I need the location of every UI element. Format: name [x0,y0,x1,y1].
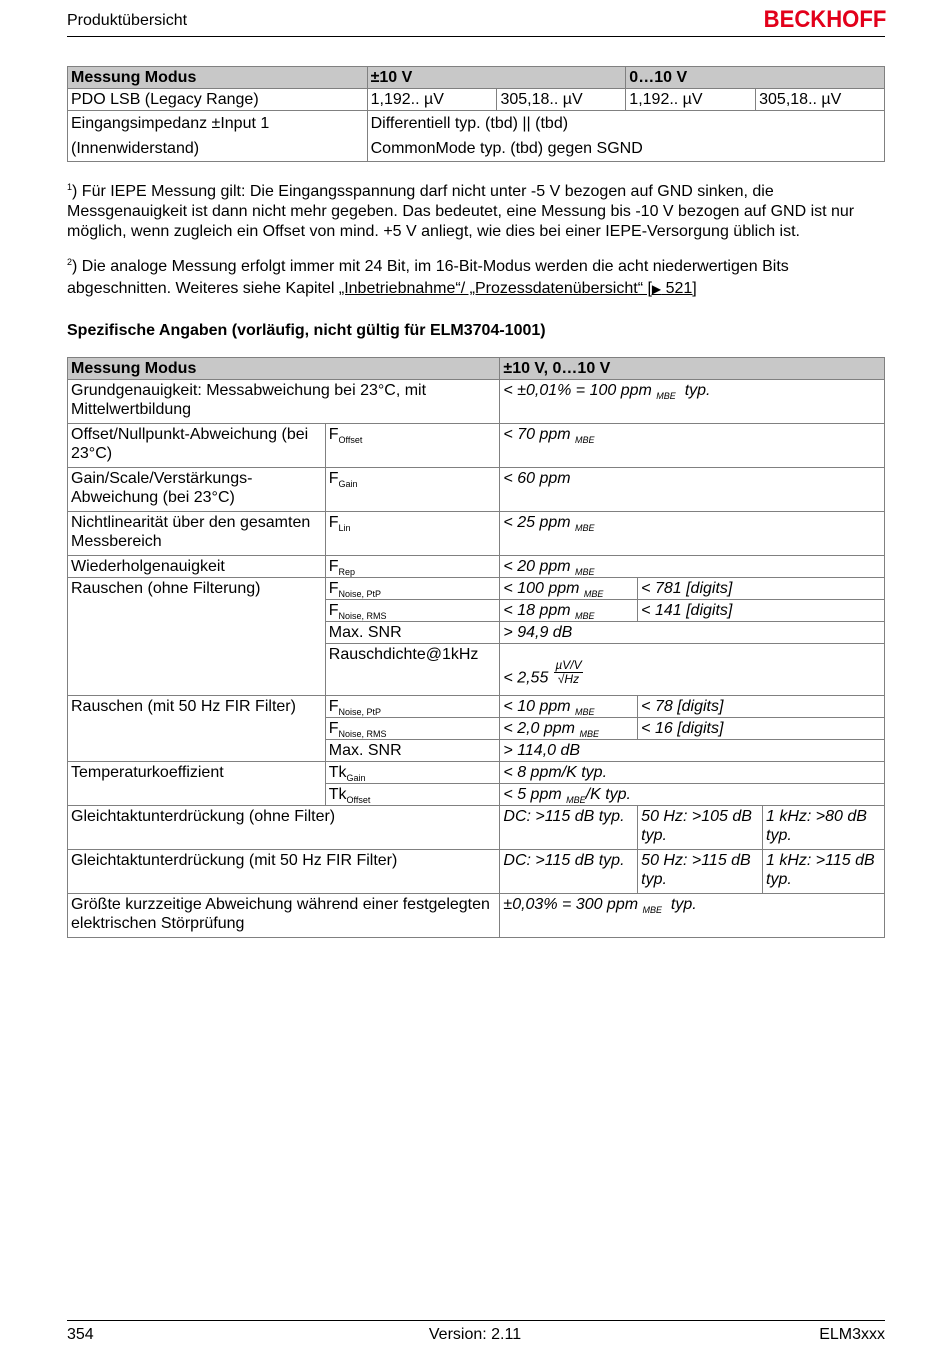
symbol-cell [325,718,500,740]
table-header-row [68,358,885,380]
table-cell: Max. SNR [325,622,500,644]
value-sub: MBE [579,729,599,739]
table-row [68,806,885,850]
table-cell: Nichtlinearität über den gesamten Messbereich [68,512,326,556]
header-cell: 0…10 V [626,67,885,89]
header-cell: ±10 V [367,67,626,89]
symbol-sub: Rep [338,567,356,577]
table-cell: CommonMode typ. (tbd) gegen SGND [367,136,884,162]
symbol-sub: Gain [346,773,366,783]
symbol-cell [325,468,500,512]
table-cell: 1 kHz: >80 dB typ. [763,806,885,850]
header-title: Produktübersicht [67,12,188,29]
document-version: Version: 2.11 [428,1326,522,1343]
value-text: < 70 ppm [503,426,571,443]
fraction-numerator: µV/V [555,658,582,672]
table-row [68,556,885,578]
symbol-cell [325,424,500,468]
symbol-cell [325,600,500,622]
value-text: < 20 ppm [503,558,571,575]
table-row [68,850,885,894]
table-cell: 305,18.. µV [756,89,885,111]
table-cell: PDO LSB (Legacy Range) [68,89,368,111]
table-cell: 1,192.. µV [626,89,756,111]
beckhoff-logo: BECKHOFF [763,6,886,33]
table-row [68,136,885,162]
value-text: < 2,0 ppm [503,720,576,737]
value-text: < 100 ppm [503,580,580,597]
value-sub: MBE [583,589,604,599]
footnote-2 [67,256,887,300]
symbol-sub: Noise, PtP [338,707,382,717]
table-cell: Offset/Nullpunkt-Abweichung (bei 23°C) [68,424,326,468]
table-cell: Gleichtaktunterdrückung (mit 50 Hz FIR Filter) [68,850,500,894]
table-row [68,424,885,468]
value-suffix: /K typ. [585,786,631,803]
table-cell: < 781 [digits] [638,578,885,600]
table-cell: Rauschen (ohne Filterung) [68,578,326,696]
table-cell: DC: >115 dB typ. [500,850,638,894]
value-text: < 18 ppm [503,602,571,619]
symbol-sub: Noise, RMS [338,611,387,621]
value-text: < 5 ppm [503,786,562,803]
footnote-mark: 1 [67,182,73,192]
symbol: F [328,558,339,575]
table-cell [500,696,638,718]
table-row [68,89,885,111]
symbol: F [328,720,339,737]
table-cell: Temperaturkoeffizient [68,762,326,806]
table-cell [500,512,885,556]
table-cell: 1 kHz: >115 dB typ. [763,850,885,894]
symbol: F [328,698,339,715]
table-cell: < 60 ppm [500,468,885,512]
symbol-cell [325,696,500,718]
table-cell: Differentiell typ. (tbd) || (tbd) [367,111,884,137]
table-cell: < 141 [digits] [638,600,885,622]
table-row [68,512,885,556]
symbol-sub: Offset [338,435,363,445]
table-cell: Max. SNR [325,740,500,762]
table-cell [500,718,638,740]
value-sub: MBE [575,567,595,577]
symbol: Tk [328,786,347,803]
table-cell: Wiederholgenauigkeit [68,556,326,578]
symbol: F [328,602,339,619]
header-cell: Messung Modus [68,358,500,380]
section-title: Spezifische Angaben (vorläufig, nicht gültig für ELM3704-1001) [67,322,546,339]
unit-fraction [554,659,582,686]
table-cell [500,644,885,696]
table-cell: < 8 ppm/K typ. [500,762,885,784]
symbol-cell [325,556,500,578]
symbol: F [328,470,339,487]
table-cell [500,578,638,600]
table-cell: Rauschdichte@1kHz [325,644,500,696]
symbol: F [328,580,339,597]
table-row [68,578,885,600]
table-cell: Gleichtaktunterdrückung (ohne Filter) [68,806,500,850]
table-cell: > 114,0 dB [500,740,885,762]
symbol-sub: Noise, RMS [338,729,387,739]
table-cell: 305,18.. µV [497,89,626,111]
chapter-link-text: „Inbetriebnahme“/ „Prozessdatenübersicht“ [ [338,280,652,297]
table-cell [500,600,638,622]
value-text: < 2,55 [503,669,549,687]
header-rule [67,36,885,37]
table-cell: Gain/Scale/Verstärkungs-Abweichung (bei 23°C) [68,468,326,512]
value-text: < ±0,01% = 100 ppm [503,382,652,399]
table-cell: < 78 [digits] [638,696,885,718]
value-text: ±0,03% = 300 ppm [503,896,639,913]
symbol: Tk [328,764,347,781]
table-cell: (Innenwiderstand) [68,136,368,162]
footnote-text: ) Die analoge Messung erfolgt immer mit 24 Bit, im 16-Bit-Modus werden die acht niederwertigen Bits abgeschnitten. Weiteres siehe Kapitel [67,258,789,297]
table-cell [500,784,885,806]
symbol: F [328,426,339,443]
symbol-cell [325,784,500,806]
fraction-denominator: √Hz [557,672,580,686]
table-cell: Rauschen (mit 50 Hz FIR Filter) [68,696,326,762]
table-row [68,468,885,512]
table-header-row [68,67,885,89]
product-name: ELM3xxx [819,1326,885,1343]
symbol: F [328,514,339,531]
table-cell: 50 Hz: >115 dB typ. [638,850,763,894]
measurement-mode-table [67,66,885,162]
value-sub: MBE [566,795,586,805]
symbol-cell [325,578,500,600]
header-cell: Messung Modus [68,67,368,89]
table-cell: DC: >115 dB typ. [500,806,638,850]
chapter-link-page: 521] [661,280,697,297]
value-sub: MBE [575,611,595,621]
value-sub: MBE [575,523,595,533]
table-cell: Größte kurzzeitige Abweichung während einer festgelegten elektrischen Störprüfung [68,894,500,938]
table-cell [500,894,885,938]
arrow-right-icon: ▶ [651,282,662,296]
table-cell [500,556,885,578]
value-sub: MBE [656,391,676,401]
table-row [68,111,885,137]
symbol-sub: Gain [338,479,358,489]
table-cell: 1,192.. µV [367,89,497,111]
header-cell: ±10 V, 0…10 V [500,358,885,380]
page-number: 354 [67,1326,94,1343]
table-cell: Grundgenauigkeit: Messabweichung bei 23°C, mit Mittelwertbildung [68,380,500,424]
symbol-sub: Lin [338,523,351,533]
table-cell: Eingangsimpedanz ±Input 1 [68,111,368,137]
value-sub: MBE [575,707,595,717]
table-row [68,696,885,718]
table-row [68,894,885,938]
table-cell [500,424,885,468]
value-text: < 10 ppm [503,698,571,715]
specific-data-table [67,357,885,938]
symbol-cell [325,762,500,784]
value-suffix: typ. [684,382,711,399]
value-text: < 25 ppm [503,514,571,531]
value-sub: MBE [575,435,595,445]
value-sub: MBE [642,905,663,915]
symbol-sub: Offset [346,795,371,805]
footer-rule [67,1320,885,1321]
value-suffix: typ. [670,896,697,913]
footnote-text: ) Für IEPE Messung gilt: Die Eingangsspannung darf nicht unter -5 V bezogen auf GND sinken, die Messgenauigkeit ist dann nicht mehr gegeben. Das bedeutet, eine Messung bis -10 V bezogen auf GND ist nur möglich, wenn zugleich ein Offset von mind. +5 V anliegt, wie dies bei einer IEPE-Versorgung üblich ist. [67,183,855,240]
table-row [68,762,885,784]
symbol-cell [325,512,500,556]
footnote-mark: 2 [67,257,73,267]
symbol-sub: Noise, PtP [338,589,382,599]
table-row [68,380,885,424]
table-cell: 50 Hz: >105 dB typ. [638,806,763,850]
chapter-link[interactable] [339,280,697,297]
table-cell: < 16 [digits] [638,718,885,740]
footnote-1 [67,182,887,242]
table-cell [500,380,885,424]
table-cell: > 94,9 dB [500,622,885,644]
